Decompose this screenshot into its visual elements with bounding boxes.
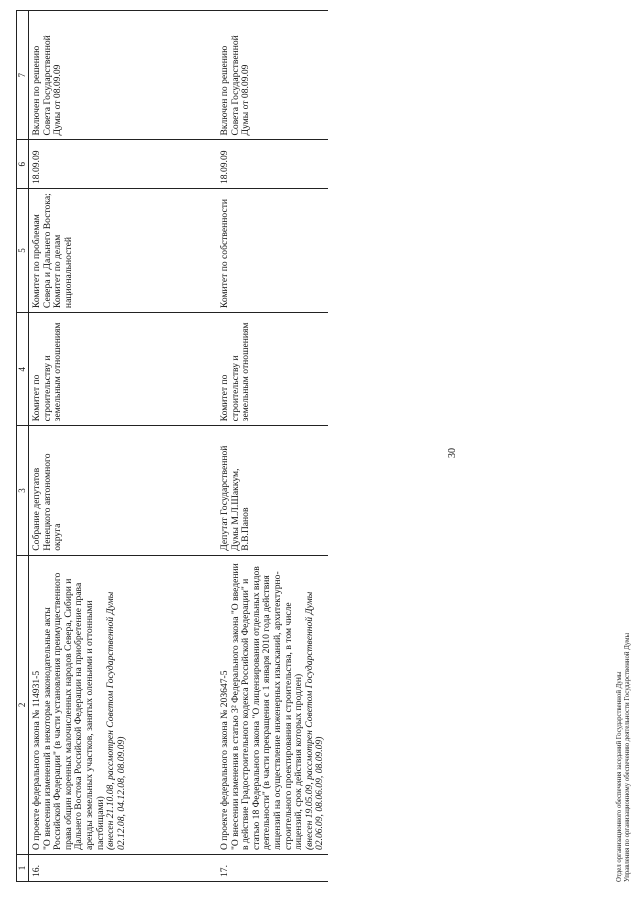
bill-body: "О внесении изменения в статью 3² Федерального закона "О введении в действие Градостроительного кодекса Российской Федерации" и статью 18 Федерального закона "О лицензировании отдельных видов деятельности" (в части прекращения с 1 января 2010 года действия лицензий на осуществление инженерных изысканий, архитектурно-строительного проектирования и строительства, в том числе лицензий, срок действия которых продлен) bbox=[229, 563, 305, 851]
date: 18.09.09 bbox=[212, 140, 328, 189]
header-row bbox=[17, 11, 29, 882]
co-committee: Комитет по собственности bbox=[212, 189, 328, 313]
footer-line-2: Управления по организационному обеспечению деятельности Государственной Думы bbox=[624, 632, 632, 882]
footer bbox=[616, 282, 633, 882]
bill-description bbox=[212, 555, 328, 854]
footer-line-1: Отдел организационного обеспечения заседаний Государственной Думы bbox=[616, 671, 623, 882]
col-header-5: 5 bbox=[17, 189, 29, 313]
bill-note: (внесен 19.05.09, рассмотрен Советом Государственной Думы 02.06.09, 08.06.09, 08.09.09) bbox=[303, 591, 326, 851]
bill-description bbox=[29, 555, 213, 854]
bill-title: О проекте федерального закона № 203647-5 bbox=[219, 670, 230, 851]
col-header-3: 3 bbox=[17, 426, 29, 555]
responsible-committee: Комитет по строительству и земельным отношениям bbox=[29, 313, 213, 426]
row-number: 16. bbox=[29, 855, 213, 882]
col-header-7: 7 bbox=[17, 11, 29, 141]
table-row bbox=[212, 11, 328, 882]
col-header-4: 4 bbox=[17, 313, 29, 426]
bill-body: "О внесении изменений в некоторые законодательные акты Российской Федерации" (в части установления преимущественного права общин коренных малочисленных народов Севера, Сибири и Дальнего Востока Российской Федерации на приобретение права аренды земельных участков, занятых оленьими и оттонными пастбищами) bbox=[41, 572, 106, 851]
co-committee: Комитет по проблемам Севера и Дальнего Востока; Комитет по делам национальностей bbox=[29, 189, 213, 313]
bill-title: О проекте федерального закона № 114931-5 bbox=[31, 670, 42, 851]
col-header-6: 6 bbox=[17, 140, 29, 189]
status: Включен по решению Совета Государственной Думы от 08.09.09 bbox=[29, 11, 213, 141]
status: Включен по решению Совета Государственной Думы от 08.09.09 bbox=[212, 11, 328, 141]
page-number: 30 bbox=[447, 448, 458, 458]
agenda-table bbox=[16, 10, 328, 882]
col-header-1: 1 bbox=[17, 855, 29, 882]
date: 18.09.09 bbox=[29, 140, 213, 189]
page-number-bar bbox=[448, 0, 460, 900]
responsible-committee: Комитет по строительству и земельным отношениям bbox=[212, 313, 328, 426]
col-header-2: 2 bbox=[17, 555, 29, 854]
bill-note: (внесен 21.10.08, рассмотрен Советом Государственной Думы 02.12.08, 04.12.08, 08.09.09) bbox=[105, 591, 127, 851]
bill-author: Депутат Государственной Думы М.Л.Шаккум, В.В.Панов bbox=[212, 426, 328, 555]
bill-author: Собрание депутатов Ненецкого автономного округа bbox=[29, 426, 213, 555]
table-row bbox=[29, 11, 213, 882]
row-number: 17. bbox=[212, 855, 328, 882]
